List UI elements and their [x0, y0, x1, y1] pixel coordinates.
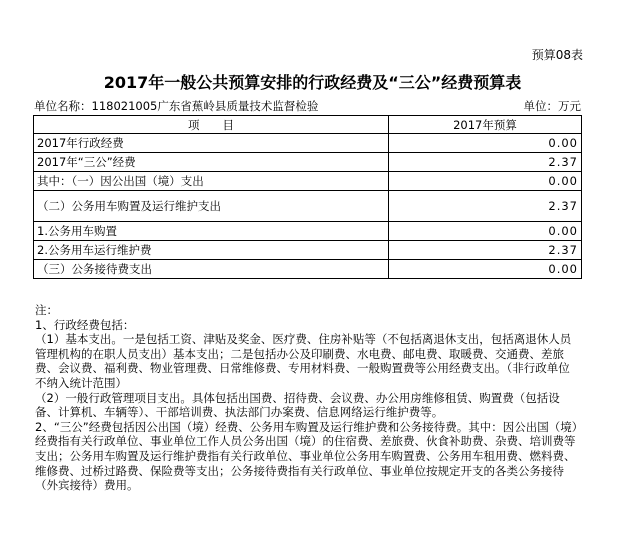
column-header-budget: 2017年预算 [389, 116, 582, 134]
unit-name-value: 118021005广东省蕉岭县质量技术监督检验 [91, 99, 319, 113]
row-amount: 2.37 [389, 191, 582, 222]
unit-name [34, 98, 318, 114]
column-header-item: 项 目 [34, 116, 389, 134]
unit-info-row [34, 98, 581, 114]
notes-heading: 注： [35, 303, 58, 317]
unit-name-label: 单位名称： [34, 99, 92, 113]
row-amount: 0.00 [389, 134, 582, 153]
form-number: 预算08表 [531, 48, 583, 62]
budget-table [33, 115, 582, 279]
row-amount: 2.37 [389, 241, 582, 260]
notes-paragraph: 2、“三公”经费包括因公出国（境）经费、公务用车购置及运行维护费和公务接待费。其中：因公出国（境）经费指有关行政单位、事业单位工作人员公务出国（境）的住宿费、差旅费、伙食补助费、杂费、培训费等支出；公务用车购置及运行维护费指有关行政单位、事业单位公务用车购置费、公务用车租用费、燃料费、维修费、过桥过路费、保险费等支出；公务接待费指有关行政单位、事业单位按规定开支的各类公务接待（外宾接待）费用。 [35, 419, 578, 493]
row-amount: 0.00 [389, 222, 582, 241]
row-item: （二）公务用车购置及运行维护支出 [34, 191, 389, 222]
page-title: 2017年一般公共预算安排的行政经费及“三公”经费预算表 [103, 73, 522, 92]
table-row [34, 153, 582, 172]
row-amount: 0.00 [389, 260, 582, 279]
table-row [34, 222, 582, 241]
table-row [34, 260, 582, 279]
notes-section [35, 303, 580, 493]
notes-paragraph: 1、行政经费包括： [35, 317, 135, 332]
table-row [34, 241, 582, 260]
table-header-row [34, 116, 582, 134]
table-row [34, 172, 582, 191]
currency-unit: 单位：万元 [523, 99, 581, 113]
notes-paragraph: （2）一般行政管理项目支出。具体包括出国费、招待费、会议费、办公用房维修租赁、购置费（包括设备、计算机、车辆等）、干部培训费、执法部门办案费、信息网络运行维护费等。 [35, 390, 560, 420]
row-item: （三）公务接待费支出 [34, 260, 389, 279]
row-item: 其中：（一）因公出国（境）支出 [34, 172, 389, 191]
table-row [34, 134, 582, 153]
row-item: 2017年行政经费 [34, 134, 389, 153]
row-item: 1.公务用车购置 [34, 222, 389, 241]
row-item: 2017年“三公”经费 [34, 153, 389, 172]
row-amount: 2.37 [389, 153, 582, 172]
row-item: 2.公务用车运行维护费 [34, 241, 389, 260]
row-amount: 0.00 [389, 172, 582, 191]
table-row [34, 191, 582, 222]
notes-paragraph: （1）基本支出。一是包括工资、津贴及奖金、医疗费、住房补贴等（不包括离退休支出，包括离退休人员管理机构的在职人员支出）基本支出；二是包括办公及印刷费、水电费、邮电费、取暖费、交通费、差旅费、会议费、福利费、物业管理费、日常维修费、专用材料费、一般购置费等公用经费支出。（非行政单位不纳入统计范围） [35, 332, 572, 390]
